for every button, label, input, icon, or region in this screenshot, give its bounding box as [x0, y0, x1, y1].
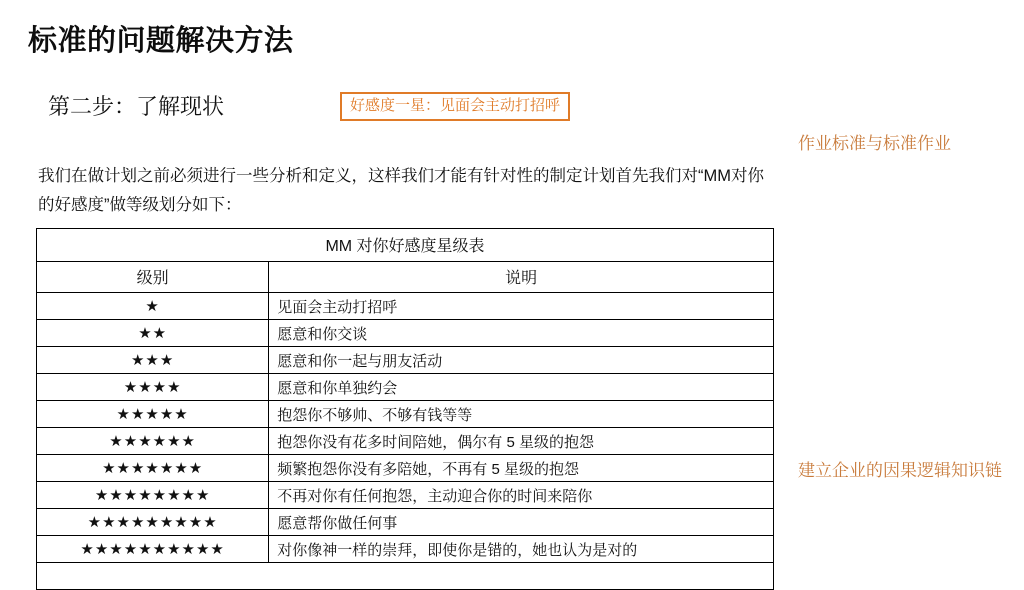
cell-stars: ★★★★ [37, 374, 269, 401]
cell-stars: ★★★★★★★★★★ [37, 536, 269, 563]
cell-description: 愿意和你交谈 [269, 320, 774, 347]
cell-stars: ★★ [37, 320, 269, 347]
table-row [37, 401, 774, 428]
side-note-top: 作业标准与标准作业 [798, 134, 951, 153]
side-note-bottom: 建立企业的因果逻辑知识链 [798, 461, 1002, 480]
table-caption-row [37, 229, 774, 262]
cell-description: 愿意和你一起与朋友活动 [269, 347, 774, 374]
cell-description: 见面会主动打招呼 [269, 293, 774, 320]
cell-description: 愿意和你单独约会 [269, 374, 774, 401]
body-paragraph: 我们在做计划之前必须进行一些分析和定义，这样我们才能有针对性的制定计划首先我们对“MM对你的好感度”做等级划分如下： [38, 167, 764, 214]
table-row [37, 374, 774, 401]
page-title: 标准的问题解决方法 [28, 25, 294, 57]
cell-description: 抱怨你没有花多时间陪她，偶尔有 5 星级的抱怨 [269, 428, 774, 455]
cell-description: 抱怨你不够帅、不够有钱等等 [269, 401, 774, 428]
cell-description: 频繁抱怨你没有多陪她，不再有 5 星级的抱怨 [269, 455, 774, 482]
cell-description: 对你像神一样的崇拜，即使你是错的，她也认为是对的 [269, 536, 774, 563]
column-header-level: 级别 [37, 262, 269, 293]
cell-stars: ★ [37, 293, 269, 320]
cell-description: 不再对你有任何抱怨，主动迎合你的时间来陪你 [269, 482, 774, 509]
table-row [37, 320, 774, 347]
table-caption: MM 对你好感度星级表 [37, 229, 774, 262]
table-row [37, 509, 774, 536]
table-header-row [37, 262, 774, 293]
table-row [37, 347, 774, 374]
cell-stars: ★★★★★ [37, 401, 269, 428]
cell-stars: ★★★★★★★ [37, 455, 269, 482]
table-row [37, 482, 774, 509]
cell-stars: ★★★ [37, 347, 269, 374]
callout-box: 好感度一星：见面会主动打招呼 [340, 92, 570, 121]
cell-stars: ★★★★★★★★★ [37, 509, 269, 536]
table-row [37, 293, 774, 320]
cell-description: 愿意帮你做任何事 [269, 509, 774, 536]
table-row [37, 455, 774, 482]
column-header-description: 说明 [269, 262, 774, 293]
star-rating-table [36, 228, 774, 590]
table-spacer-row [37, 563, 774, 590]
table-spacer-cell [37, 563, 774, 590]
table-row [37, 428, 774, 455]
cell-stars: ★★★★★★★★ [37, 482, 269, 509]
table-row [37, 536, 774, 563]
section-subtitle: 第二步：了解现状 [48, 94, 225, 119]
cell-stars: ★★★★★★ [37, 428, 269, 455]
